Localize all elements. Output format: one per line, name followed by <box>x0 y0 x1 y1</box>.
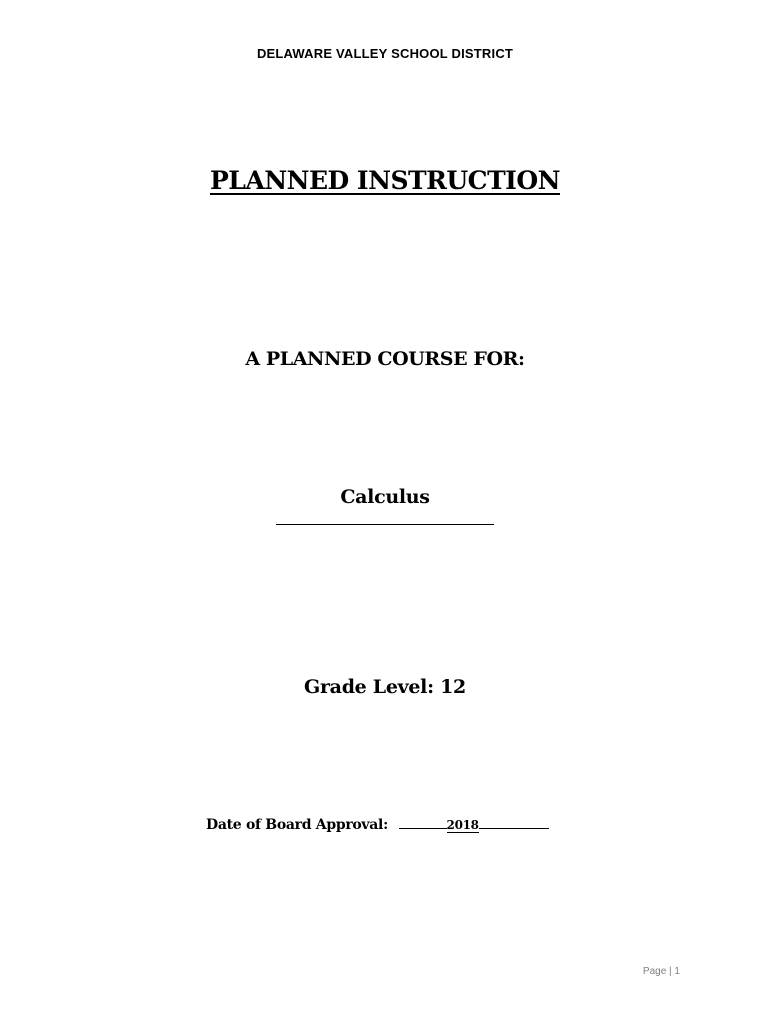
grade-level: Grade Level: 12 <box>304 676 466 698</box>
board-approval-line <box>206 814 606 833</box>
board-approval-label: Date of Board Approval <box>206 817 384 833</box>
district-header: DELAWARE VALLEY SCHOOL DISTRICT <box>256 46 514 61</box>
approval-blank-left <box>399 814 447 829</box>
page-number: Page | 1 <box>642 966 680 977</box>
board-approval-colon: : <box>383 817 388 833</box>
approval-blank-right <box>479 814 549 829</box>
page-title: PLANNED INSTRUCTION <box>209 166 561 195</box>
approval-year: 2018 <box>446 818 479 832</box>
course-name-underline <box>276 524 494 525</box>
course-name: Calculus <box>340 486 430 508</box>
course-for-label: A PLANNED COURSE FOR: <box>245 348 525 370</box>
